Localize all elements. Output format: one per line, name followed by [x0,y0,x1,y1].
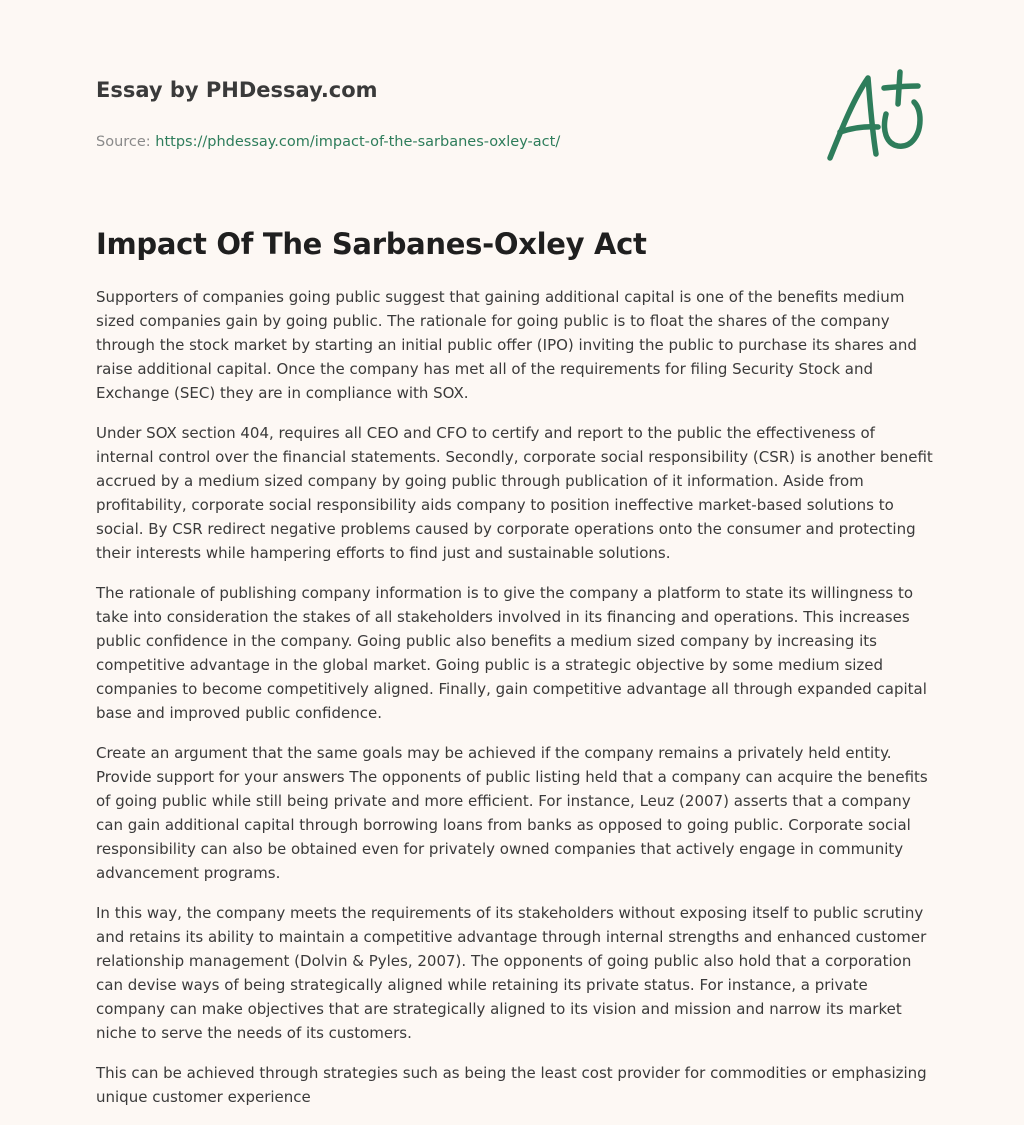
essay-paragraph: Under SOX section 404, requires all CEO and CFO to certify and report to the public the effectiveness of internal control over the financial statements. Secondly, corporate social responsibility (CSR) is another benefit accrued by a medium sized company by going public through publication of it information. Aside from profitability, corporate social responsibility aids company to position ineffective market-based solutions to social. By CSR redirect negative problems caused by corporate operations onto the consumer and protecting their interests while hampering efforts to find just and sustainable solutions. [96,424,933,562]
essay-paragraph: In this way, the company meets the requirements of its stakeholders without exposing itself to public scrutiny and retains its ability to maintain a competitive advantage through internal strengths and enhanced customer relationship management (Dolvin & Pyles, 2007). The opponents of going public also hold that a corporation can devise ways of being strategically aligned while retaining its private status. For instance, a private company can make objectives that are strategically aligned to its vision and mission and narrow its market niche to serve the needs of its customers. [96,904,927,1042]
source-label: Source: [96,134,156,150]
page-title: Impact Of The Sarbanes-Oxley Act [96,227,647,261]
a-plus-logo-icon [820,66,930,166]
essay-paragraph: The rationale of publishing company information is to give the company a platform to state its willingness to take into consideration the stakes of all stakeholders involved in its financing and operations. This increases public confidence in the company. Going public also benefits a medium sized company by increasing its competitive advantage in the global market. Going public is a strategic objective by some medium sized companies to become competitively aligned. Finally, gain competitive advantage all through expanded capital base and improved public confidence. [96,584,927,722]
essay-paragraph: Supporters of companies going public suggest that gaining additional capital is one of the benefits medium sized companies gain by going public. The rationale for going public is to float the shares of the company through the stock market by starting an initial public offer (IPO) inviting the public to purchase its shares and raise additional capital. Once the company has met all of the requirements for filing Security Stock and Exchange (SEC) they are in compliance with SOX. [96,288,917,402]
source-line [96,132,796,152]
site-brand: Essay by PHDessay.com [96,78,378,102]
page-header [96,76,796,152]
essay-paragraph: Create an argument that the same goals may be achieved if the company remains a privately held entity. Provide support for your answers The opponents of public listing held that a company can acquire the benefits of going public while still being private and more efficient. For instance, Leuz (2007) asserts that a company can gain additional capital through borrowing loans from banks as opposed to going public. Corporate social responsibility can also be obtained even for privately owned companies that actively engage in community advancement programs. [96,744,928,882]
essay-body [96,285,934,1125]
essay-paragraph: This can be achieved through strategies such as being the least cost provider for commodities or emphasizing unique customer experience [96,1064,927,1106]
source-link[interactable]: https://phdessay.com/impact-of-the-sarbanes-oxley-act/ [155,134,561,150]
